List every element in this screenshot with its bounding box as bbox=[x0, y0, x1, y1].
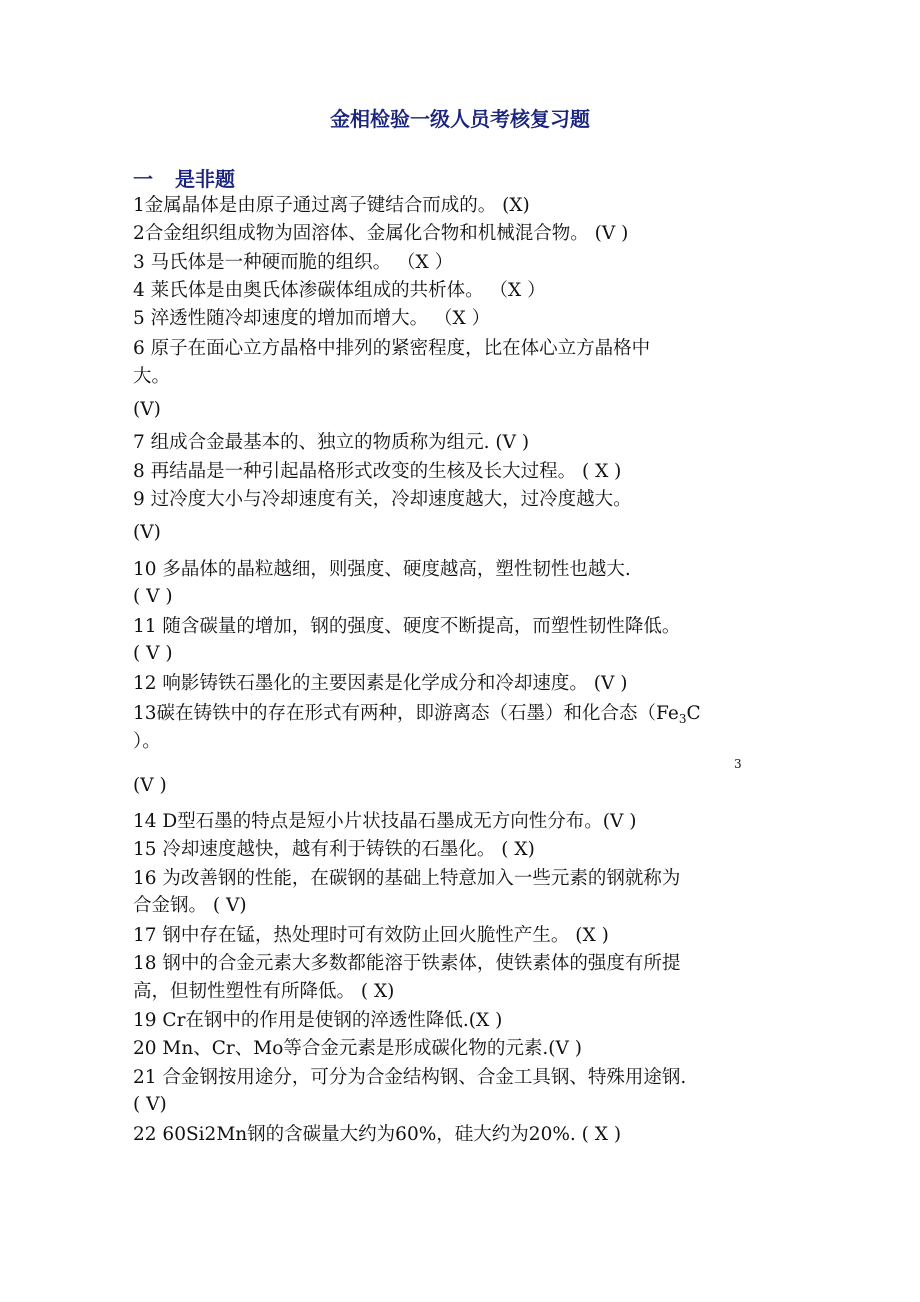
question-13-line-2: ）。 bbox=[133, 731, 161, 752]
question-9: 9 过冷度大小与冷却速度有关，冷却速度越大，过冷度越大。 bbox=[133, 489, 632, 510]
question-1: 1金属晶体是由原子通过离子键结合而成的。 (X) bbox=[133, 195, 530, 216]
section-number: 一 bbox=[133, 167, 153, 191]
question-3: 3 马氏体是一种硬而脆的组织。 （X ） bbox=[133, 252, 454, 273]
question-11: 11 随含碳量的增加，钢的强度、硬度不断提高，而塑性韧性降低。 bbox=[133, 616, 681, 637]
question-7: 7 组成合金最基本的、独立的物质称为组元. (V ) bbox=[133, 432, 530, 453]
question-12: 12 响影铸铁石墨化的主要因素是化学成分和冷却速度。 (V ) bbox=[133, 673, 628, 694]
question-13-text: 13碳在铸铁中的存在形式有两种，即游离态（石墨）和化合态（Fe bbox=[133, 703, 679, 724]
question-2: 2合金组织组成物为固溶体、金属化合物和机械混合物。 (V ) bbox=[133, 223, 629, 244]
question-10-answer: ( V ) bbox=[133, 586, 173, 607]
question-18-line-2: 高，但韧性塑性有所降低。 ( X) bbox=[133, 981, 395, 1002]
document-title: 金相检验一级人员考核复习题 bbox=[330, 107, 590, 131]
question-22: 22 60Si2Mn钢的含碳量大约为60%，硅大约为20%. ( X ) bbox=[133, 1124, 622, 1145]
question-13-answer: (V ) bbox=[133, 775, 167, 796]
question-8: 8 再结晶是一种引起晶格形式改变的生核及长大过程。 ( X ) bbox=[133, 461, 622, 482]
question-16-line-1: 16 为改善钢的性能，在碳钢的基础上特意加入一些元素的钢就称为 bbox=[133, 868, 681, 889]
question-15: 15 冷却速度越快，越有利于铸铁的石墨化。 ( X) bbox=[133, 839, 535, 860]
question-16-line-2: 合金钢。 ( V) bbox=[133, 895, 247, 916]
question-9-answer: (V) bbox=[133, 522, 161, 543]
question-19: 19 Cr在钢中的作用是使钢的淬透性降低.(X ) bbox=[133, 1010, 503, 1031]
question-13-line-1 bbox=[133, 701, 701, 732]
question-10: 10 多晶体的晶粒越细，则强度、硬度越高，塑性韧性也越大. bbox=[133, 559, 631, 580]
question-18-line-1: 18 钢中的合金元素大多数都能溶于铁素体，使铁素体的强度有所提 bbox=[133, 953, 681, 974]
question-13-formula-end: C bbox=[686, 703, 701, 724]
question-6-answer: (V) bbox=[133, 399, 161, 420]
subscript-3: 3 bbox=[678, 712, 687, 726]
question-20: 20 Mn、Cr、Mo等合金元素是形成碳化物的元素.(V ) bbox=[133, 1038, 582, 1059]
page-note: 3 bbox=[734, 757, 742, 771]
question-5: 5 淬透性随冷却速度的增加而增大。 （X ） bbox=[133, 308, 491, 329]
question-4: 4 莱氏体是由奥氏体渗碳体组成的共析体。 （X ） bbox=[133, 280, 546, 301]
question-21-answer: ( V) bbox=[133, 1094, 167, 1115]
question-6-line-1: 6 原子在面心立方晶格中排列的紧密程度，比在体心立方晶格中 bbox=[133, 338, 651, 359]
question-14: 14 D型石墨的特点是短小片状技晶石墨成无方向性分布。(V ) bbox=[133, 811, 637, 832]
question-6-line-2: 大。 bbox=[133, 366, 171, 387]
question-17: 17 钢中存在锰，热处理时可有效防止回火脆性产生。 (X ) bbox=[133, 925, 609, 946]
section-heading bbox=[133, 163, 235, 192]
question-21: 21 合金钢按用途分，可分为合金结构钢、合金工具钢、特殊用途钢. bbox=[133, 1067, 687, 1088]
section-label: 是非题 bbox=[175, 167, 235, 191]
question-11-answer: ( V ) bbox=[133, 643, 173, 664]
